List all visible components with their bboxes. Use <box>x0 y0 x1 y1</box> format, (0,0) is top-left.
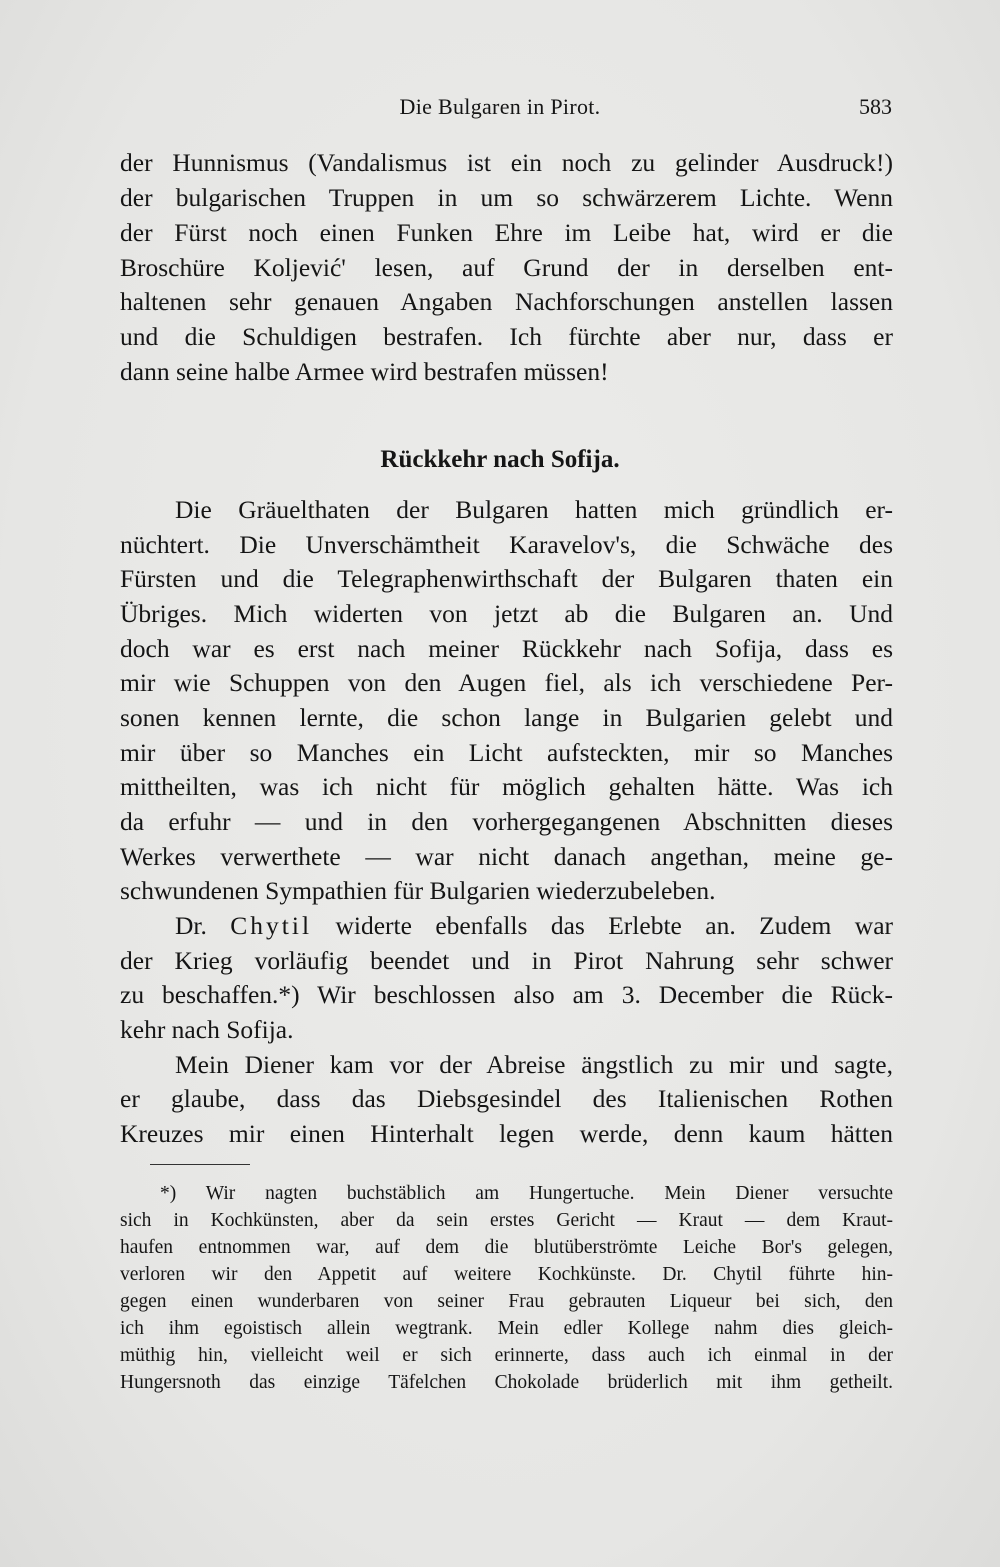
text-line: und die Schuldigen bestrafen. Ich fürchte aber nur, dass er <box>120 322 893 351</box>
text-line: haltenen sehr genauen Angaben Nachforschungen anstellen lassen <box>120 287 893 316</box>
footnote-line: Hungersnoth das einzige Täfelchen Chokolade brüderlich mit ihm getheilt. <box>120 1372 893 1393</box>
section-heading: Rückkehr nach Sofija. <box>380 446 620 473</box>
text-line: der bulgarischen Truppen in um so schwärzerem Lichte. Wenn <box>120 183 893 212</box>
footnote-line: müthig hin, vielleicht weil er sich erinnerte, dass auch ich einmal in der <box>120 1345 893 1366</box>
person-name: Chytil <box>230 911 313 940</box>
text-line: der Krieg vorläufig beendet und in Pirot Nahrung sehr schwer <box>120 946 893 975</box>
text-line: der Fürst noch einen Funken Ehre im Leibe hat, wird er die <box>120 218 893 247</box>
text-line: mir über so Manches ein Licht aufsteckten, mir so Manches <box>120 738 893 767</box>
text-line: schwundenen Sympathien für Bulgarien wiederzubeleben. <box>120 876 716 905</box>
text-line: Die Gräuelthaten der Bulgaren hatten mich gründlich er- <box>175 495 893 524</box>
text-line: Broschüre Koljević' lesen, auf Grund der in derselben ent- <box>120 253 893 282</box>
footnote-line: gegen einen wunderbaren von seiner Frau gebrauten Liqueur bei sich, den <box>120 1291 893 1312</box>
footnote-line: *) Wir nagten buchstäblich am Hungertuche. Mein Diener versuchte <box>160 1183 893 1204</box>
running-title: Die Bulgaren in Pirot. <box>399 94 601 119</box>
text-line <box>175 909 893 943</box>
text-line: der Hunnismus (Vandalismus ist ein noch zu gelinder Ausdruck!) <box>120 148 893 177</box>
text-line: sonen kennen lernte, die schon lange in Bulgarien gelebt und <box>120 703 893 732</box>
text-line: kehr nach Sofija. <box>120 1015 294 1044</box>
text-line: Werkes verwerthete — war nicht danach angethan, meine ge- <box>120 842 893 871</box>
text-line: Übriges. Mich widerten von jetzt ab die Bulgaren an. Und <box>120 599 893 628</box>
text-line: mir wie Schuppen von den Augen fiel, als ich verschiedene Per- <box>120 668 893 697</box>
text-line: doch war es erst nach meiner Rückkehr nach Sofija, dass es <box>120 634 893 663</box>
text-line: da erfuhr — und in den vorhergegangenen Abschnitten dieses <box>120 807 893 836</box>
footnote-line: ich ihm egoistisch allein wegtrank. Mein edler Kollege nahm dies gleich- <box>120 1318 893 1339</box>
footnote-line: sich in Kochkünsten, aber da sein erstes Gericht — Kraut — dem Kraut- <box>120 1210 893 1231</box>
text-line: Mein Diener kam vor der Abreise ängstlich zu mir und sagte, <box>175 1050 893 1079</box>
footnote-line: haufen entnommen war, auf dem die blutüberströmte Leiche Bor's gelegen, <box>120 1237 893 1258</box>
footnote-rule <box>150 1164 250 1165</box>
text-line: Kreuzes mir einen Hinterhalt legen werde, denn kaum hätten <box>120 1119 893 1148</box>
page-number: 583 <box>859 94 892 119</box>
footnote-line: verloren wir den Appetit auf weitere Kochkünste. Dr. Chytil führte hin- <box>120 1264 893 1285</box>
text-line: mittheilten, was ich nicht für möglich gehalten hätte. Was ich <box>120 772 893 801</box>
text-line: zu beschaffen.*) Wir beschlossen also am 3. December die Rück- <box>120 980 893 1009</box>
text-line: er glaube, dass das Diebsgesindel des Italienischen Rothen <box>120 1084 893 1113</box>
text-fragment: widerte ebenfalls das Erlebte an. Zudem war <box>312 911 894 940</box>
text-line: Fürsten und die Telegraphenwirthschaft der Bulgaren thaten ein <box>120 564 893 593</box>
text-line: dann seine halbe Armee wird bestrafen müssen! <box>120 357 609 386</box>
text-fragment: Dr. <box>175 911 231 940</box>
text-line: nüchtert. Die Unverschämtheit Karavelov's, die Schwäche des <box>120 530 893 559</box>
